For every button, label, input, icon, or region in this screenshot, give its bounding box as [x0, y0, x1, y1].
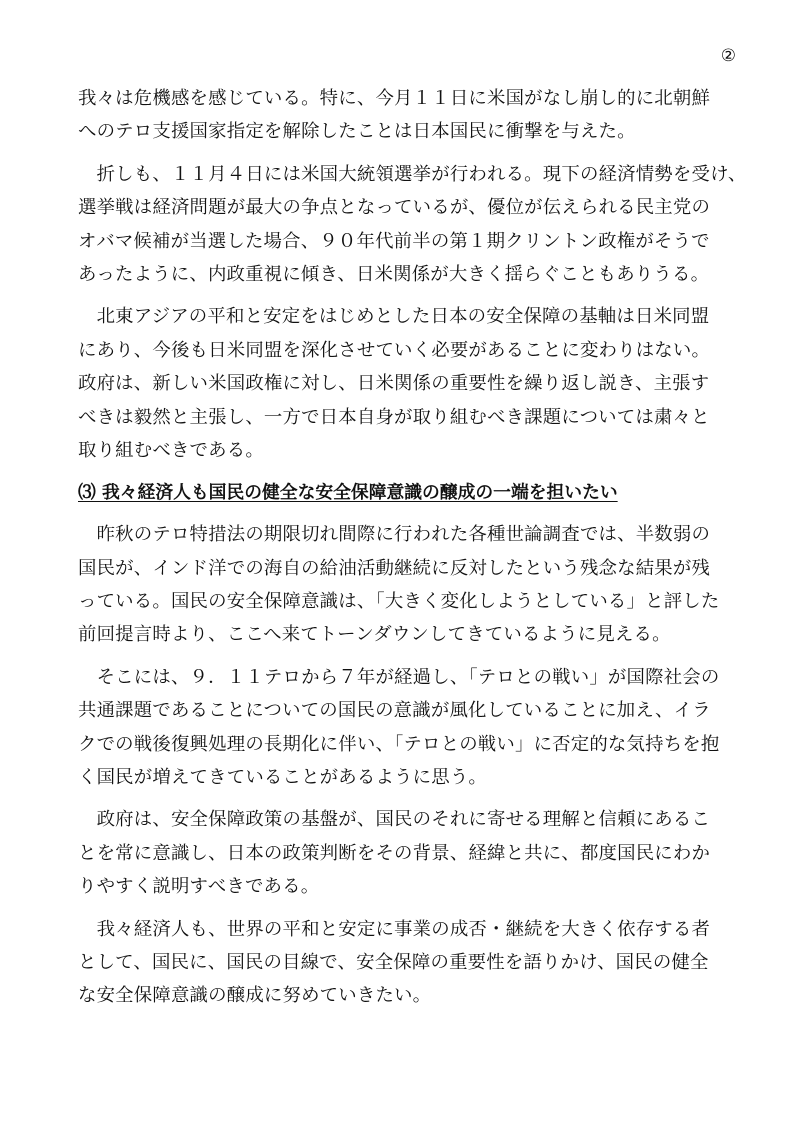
paragraph: [78, 803, 720, 903]
paragraph: [78, 158, 747, 292]
paragraph-line: 政府は、安全保障政策の基盤が、国民のそれに寄せる理解と信頼にあるこ: [78, 809, 711, 831]
paragraph-line: 選挙戦は経済問題が最大の争点となっているが、優位が伝えられる民主党の: [78, 197, 711, 219]
paragraph-line: 我々経済人も、世界の平和と安定に事業の成否・継続を大きく依存する者: [78, 918, 711, 940]
paragraph-line: 取り組むべきである。: [78, 439, 264, 461]
paragraph-line: っている。国民の安全保障意識は、「大きく変化しようとしている」と評した: [78, 591, 720, 613]
document-body: [78, 82, 747, 1022]
section-heading: ⑶ 我々経済人も国民の健全な安全保障意識の醸成の一端を担いたい: [78, 482, 618, 504]
paragraph-line: へのテロ支援国家指定を解除したことは日本国民に衝撃を与えた。: [78, 121, 636, 143]
paragraph-line: な安全保障意識の醸成に努めていきたい。: [78, 985, 432, 1007]
paragraph-line: 昨秋のテロ特措法の期限切れ間際に行われた各種世論調査では、半数弱の: [78, 524, 711, 546]
paragraph: [78, 913, 720, 1013]
paragraph-line: りやすく説明すべきである。: [78, 876, 320, 898]
paragraph-line: 政府は、新しい米国政権に対し、日米関係の重要性を繰り返し説き、主張す: [78, 373, 710, 395]
paragraph-line: にあり、今後も日米同盟を深化させていく必要があることに変わりはない。: [78, 339, 711, 361]
paragraph-line: 共通課題であることについての国民の意識が風化していることに加え、イラ: [78, 700, 711, 722]
paragraph-line: 前回提言時より、ここへ来てトーンダウンしてきているように見える。: [78, 624, 671, 646]
paragraph: [78, 518, 720, 652]
paragraph-line: とを常に意識し、日本の政策判断をその背景、経緯と共に、都度国民にわか: [78, 842, 711, 864]
paragraph-line: クでの戦後復興処理の長期化に伴い、「テロとの戦い」に否定的な気持ちを抱: [78, 733, 720, 755]
paragraph-line: 折しも、１１月４日には米国大統領選挙が行われる。現下の経済情勢を受け、: [78, 163, 747, 185]
paragraph: [78, 661, 720, 795]
paragraphs-before: [78, 82, 747, 467]
page-number: ②: [720, 46, 736, 66]
paragraph-line: く国民が増えてきていることがあるように思う。: [78, 767, 487, 789]
paragraph-line: 北東アジアの平和と安定をはじめとした日本の安全保障の基軸は日米同盟: [78, 306, 710, 328]
paragraphs-after: [78, 518, 720, 1012]
paragraph: [78, 82, 720, 149]
paragraph-line: 我々は危機感を感じている。特に、今月１１日に米国がなし崩し的に北朝鮮: [78, 88, 711, 109]
paragraph-line: として、国民に、国民の目線で、安全保障の重要性を語りかけ、国民の健全: [78, 951, 709, 973]
paragraph-line: あったように、内政重視に傾き、日米関係が大きく揺らぐこともありうる。: [78, 263, 710, 285]
paragraph-line: そこには、９．１１テロから７年が経過し、「テロとの戦い」が国際社会の: [78, 666, 720, 688]
paragraph-line: 国民が、インド洋での海自の給油活動継続に反対したという残念な結果が残: [78, 557, 711, 579]
paragraph: [78, 300, 720, 467]
paragraph-line: オバマ候補が当選した場合、９０年代前半の第１期クリントン政権がそうで: [78, 230, 710, 252]
paragraph-line: べきは毅然と主張し、一方で日本自身が取り組むべき課題については粛々と: [78, 406, 710, 428]
